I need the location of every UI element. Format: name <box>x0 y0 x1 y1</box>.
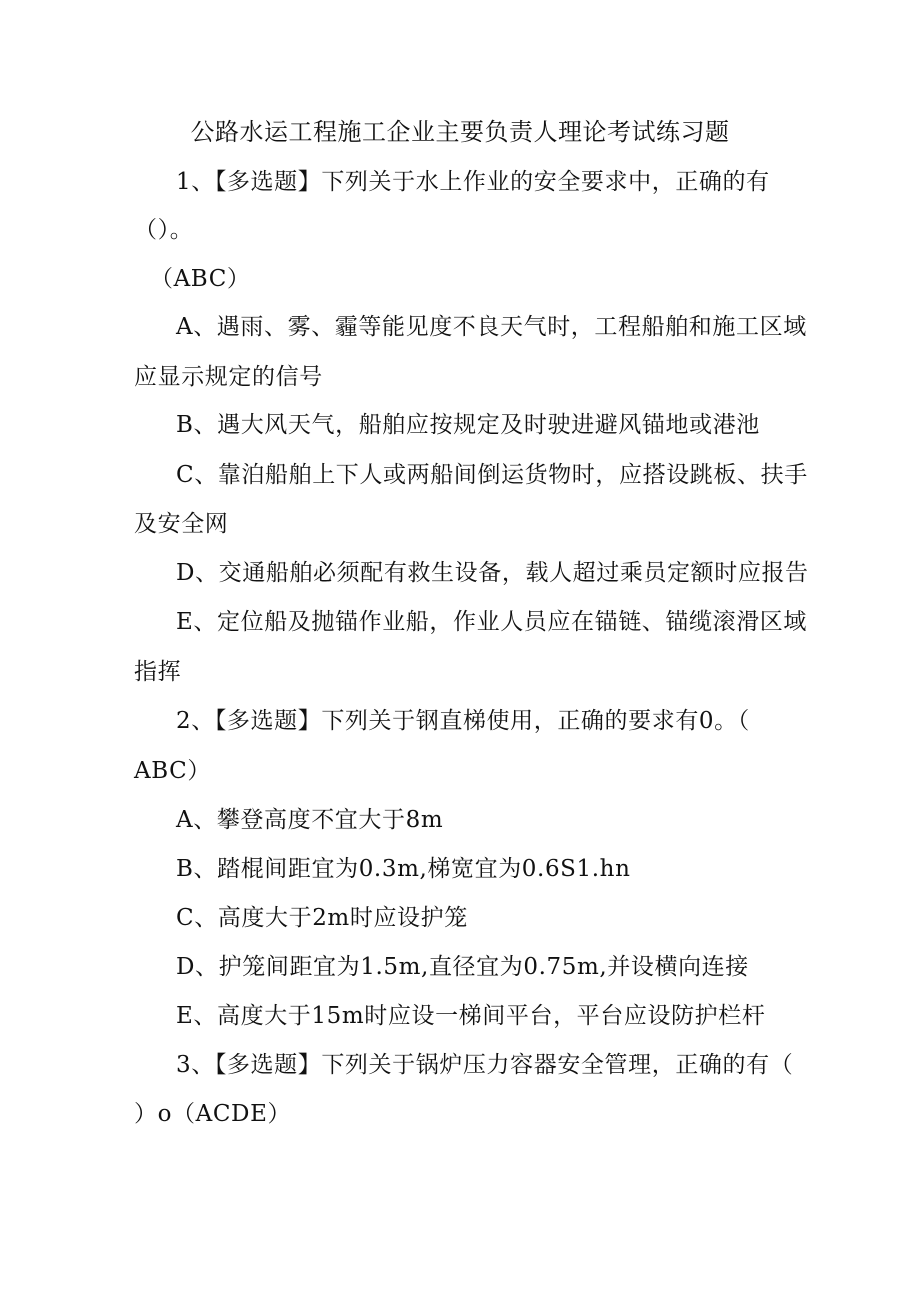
question-3-answer: ）o（ACDE） <box>134 1101 292 1127</box>
question-2-stem: 2、【多选题】下列关于钢直梯使用，正确的要求有0。（ <box>176 708 750 734</box>
question-2-option-b: B、踏棍间距宜为0.3m,梯宽宜为0.6S1.hn <box>176 856 631 882</box>
question-1-option-a: A、遇雨、雾、霾等能见度不良天气时，工程船舶和施工区域 <box>176 314 807 340</box>
document-title: 公路水运工程施工企业主要负责人理论考试练习题 <box>190 118 730 146</box>
question-1-option-d: D、交通船舶必须配有救生设备，载人超过乘员定额时应报告 <box>176 560 809 586</box>
question-2-option-a: A、攀登高度不宜大于8m <box>176 807 444 833</box>
question-1-option-a-continued: 应显示规定的信号 <box>134 364 323 390</box>
question-1-stem: 1、【多选题】下列关于水上作业的安全要求中，正确的有 <box>176 169 770 195</box>
question-2-answer: ABC） <box>134 758 211 784</box>
question-1-answer: （ABC） <box>150 266 251 292</box>
question-1-option-c-continued: 及安全网 <box>134 511 229 537</box>
question-1-option-e-continued: 指挥 <box>134 659 182 685</box>
question-2-option-d: D、护笼间距宜为1.5m,直径宜为0.75m,并设横向连接 <box>176 954 749 980</box>
question-3-stem: 3、【多选题】下列关于锅炉压力容器安全管理，正确的有（ <box>176 1052 794 1078</box>
question-1-option-b: B、遇大风天气，船舶应按规定及时驶进避风锚地或港池 <box>176 412 760 438</box>
question-2-option-c: C、高度大于2m时应设护笼 <box>176 905 468 931</box>
question-1-option-e: E、定位船及抛锚作业船，作业人员应在锚链、锚缆滚滑区域 <box>176 609 807 635</box>
question-1-option-c: C、靠泊船舶上下人或两船间倒运货物时，应搭设跳板、扶手 <box>176 462 808 488</box>
question-2-option-e: E、高度大于15m时应设一梯间平台，平台应设防护栏杆 <box>176 1003 766 1029</box>
question-1-stem-continued: （）。 <box>134 217 194 243</box>
